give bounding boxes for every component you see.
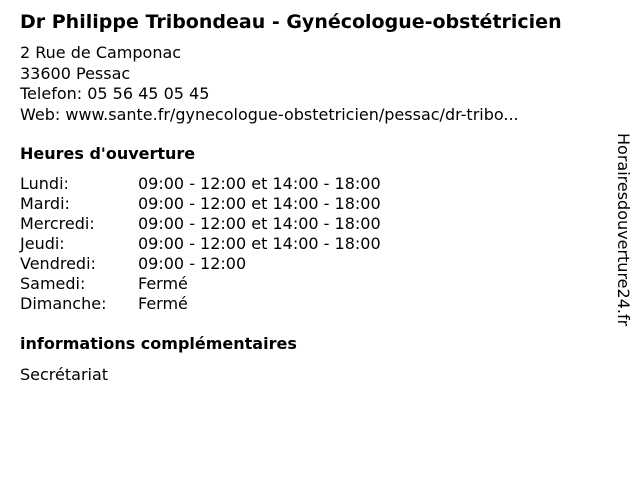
page-title: Dr Philippe Tribondeau - Gynécologue-obstétricien bbox=[20, 11, 562, 33]
day-label: Samedi: bbox=[20, 274, 86, 293]
hours-row-wednesday bbox=[20, 214, 440, 234]
hours-row-monday bbox=[20, 174, 440, 194]
contact-block bbox=[20, 43, 519, 125]
additional-info-text: Secrétariat bbox=[20, 365, 109, 384]
phone-number[interactable]: Telefon: 05 56 45 05 45 bbox=[20, 84, 210, 103]
time-value: Fermé bbox=[138, 274, 188, 293]
day-label: Vendredi: bbox=[20, 254, 96, 273]
hours-row-saturday bbox=[20, 274, 440, 294]
website-link[interactable]: Web: www.sante.fr/gynecologue-obstetricien/pessac/dr-tribo... bbox=[20, 104, 519, 124]
additional-info-heading: informations complémentaires bbox=[20, 334, 297, 353]
address-city: 33600 Pessac bbox=[20, 63, 131, 83]
hours-row-friday bbox=[20, 254, 440, 274]
time-value: 09:00 - 12:00 et 14:00 - 18:00 bbox=[138, 214, 381, 233]
day-label: Jeudi: bbox=[20, 234, 65, 253]
day-label: Mercredi: bbox=[20, 214, 95, 233]
day-label: Mardi: bbox=[20, 194, 70, 213]
day-label: Dimanche: bbox=[20, 294, 107, 313]
time-value: 09:00 - 12:00 et 14:00 - 18:00 bbox=[138, 234, 381, 253]
time-value: Fermé bbox=[138, 294, 188, 313]
hours-row-sunday bbox=[20, 294, 440, 314]
opening-hours-heading: Heures d'ouverture bbox=[20, 144, 196, 163]
opening-hours-table bbox=[20, 174, 440, 314]
site-watermark: Horairesdouverture24.fr bbox=[614, 133, 633, 327]
time-value: 09:00 - 12:00 et 14:00 - 18:00 bbox=[138, 194, 381, 213]
hours-row-tuesday bbox=[20, 194, 440, 214]
day-label: Lundi: bbox=[20, 174, 69, 193]
address-street: 2 Rue de Camponac bbox=[20, 43, 182, 62]
time-value: 09:00 - 12:00 et 14:00 - 18:00 bbox=[138, 174, 381, 193]
hours-row-thursday bbox=[20, 234, 440, 254]
time-value: 09:00 - 12:00 bbox=[138, 254, 247, 273]
